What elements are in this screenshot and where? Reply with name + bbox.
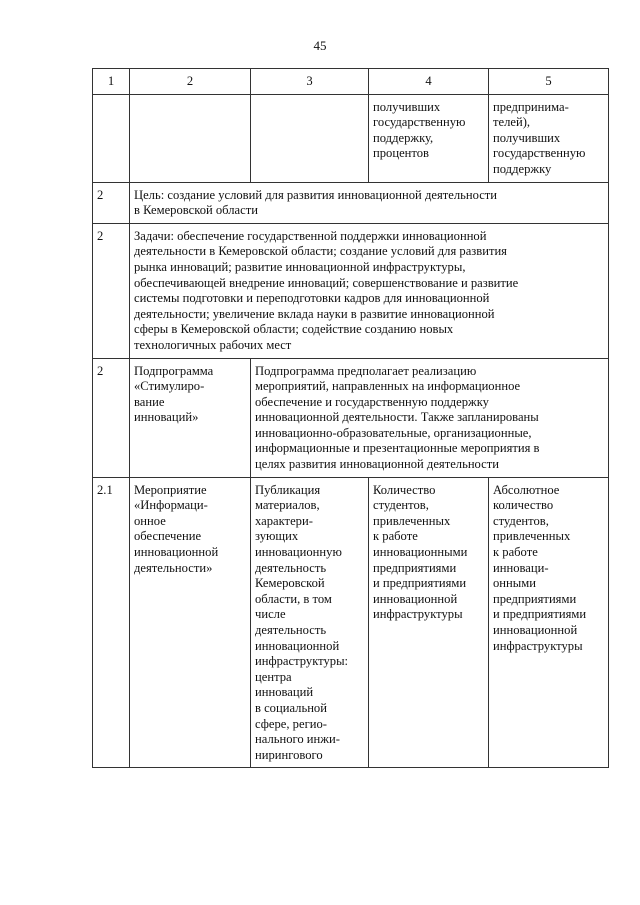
goal-text: Цель: создание условий для развития инновационной деятельности в Кемеровской области — [130, 182, 609, 223]
tasks-text: Задачи: обеспечение государственной поддержки инновационной деятельности в Кемеровской области; создание условий для развития рынка инноваций; развитие инновационной инфраструктуры, обеспечивающей внедрение инноваций; совершенствование и развитие системы подготовки и переподготовки кадров для инновационной деятельности; увеличение вклада науки в развитие инновационной сферы в Кемеровской области; содействие созданию новых технологичных рабочих мест — [130, 223, 609, 358]
continuation-indicator: получивших государственную поддержку, процентов — [369, 94, 489, 182]
header-cell-3: 3 — [251, 69, 369, 95]
measure-indicator: Количество студентов, привлеченных к работе инновационными предприятиями и предприятиями инновационной инфраструктуры — [369, 477, 489, 768]
empty-cell — [130, 94, 251, 182]
subprogram-description: Подпрограмма предполагает реализацию мероприятий, направленных на информационное обеспечение и государственную поддержку инновационной деятельности. Также запланированы инновационно-образовательные, организационные, информационные и презентационные мероприятия в целях развития инновационной деятельности — [251, 358, 609, 477]
continuation-row — [93, 94, 609, 182]
header-cell-5: 5 — [489, 69, 609, 95]
header-cell-2: 2 — [130, 69, 251, 95]
program-table — [92, 68, 609, 768]
subprogram-row — [93, 358, 609, 477]
header-row — [93, 69, 609, 95]
page-number: 45 — [313, 38, 327, 53]
measure-name: Мероприятие «Информаци- онное обеспечение инновационной деятельности» — [130, 477, 251, 768]
header-cell-1: 1 — [93, 69, 130, 95]
tasks-row — [93, 223, 609, 358]
measure-row — [93, 477, 609, 768]
measure-unit: Абсолютное количество студентов, привлеченных к работе инноваци- онными предприятиями и предприятиями инновационной инфраструктуры — [489, 477, 609, 768]
empty-cell — [251, 94, 369, 182]
empty-cell — [93, 94, 130, 182]
row-number: 2 — [93, 223, 130, 358]
row-number: 2.1 — [93, 477, 130, 768]
subprogram-name: Подпрограмма «Стимулиро- вание инноваций» — [130, 358, 251, 477]
header-cell-4: 4 — [369, 69, 489, 95]
row-number: 2 — [93, 358, 130, 477]
row-number: 2 — [93, 182, 130, 223]
goal-row — [93, 182, 609, 223]
measure-content: Публикация материалов, характери- зующих инновационную деятельность Кемеровской области, в том числе деятельность инновационной инфраструктуры: центра инноваций в социальной сфере, регио- нального инжи- нирингового — [251, 477, 369, 768]
continuation-unit: предпринима- телей), получивших государственную поддержку — [489, 94, 609, 182]
